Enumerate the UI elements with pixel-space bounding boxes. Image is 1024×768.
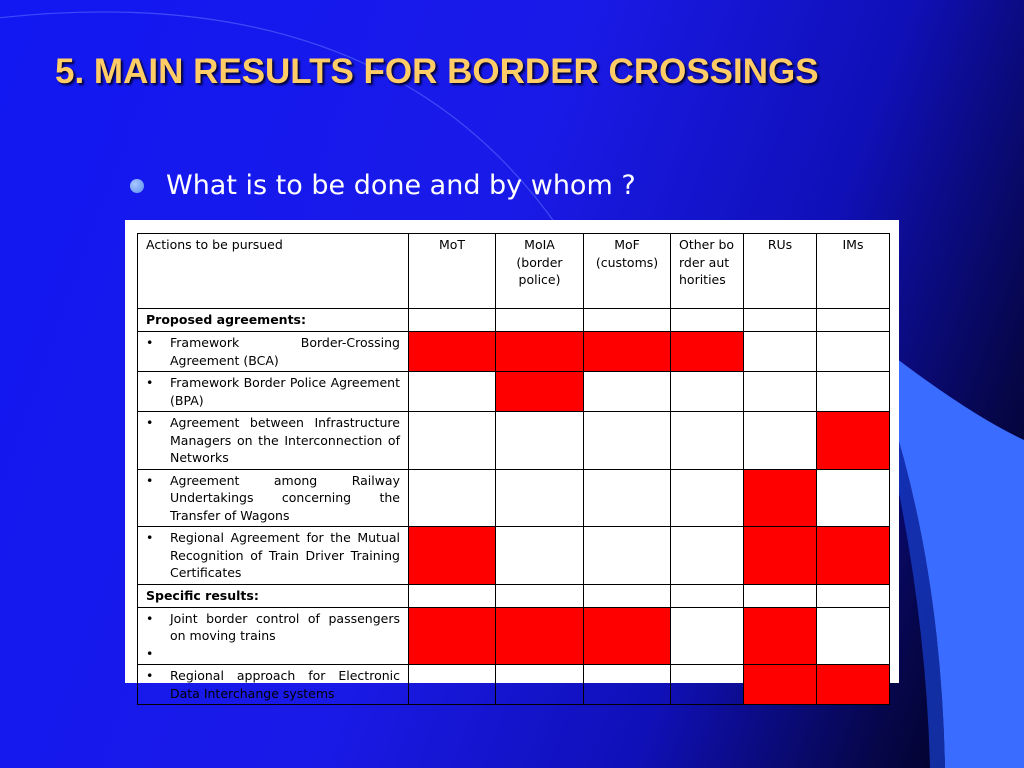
action-cell <box>138 527 409 585</box>
bullet-icon <box>130 179 144 193</box>
list-bullets <box>146 472 170 525</box>
empty-cell <box>671 584 744 607</box>
table-row <box>138 469 890 527</box>
empty-cell <box>409 584 496 607</box>
action-text: Regional Agreement for the Mutual Recognition of Train Driver Training Certificates <box>170 530 400 580</box>
bullet-text: What is to be done and by whom ? <box>166 170 636 201</box>
column-header: MoIA (border police) <box>496 234 584 309</box>
empty-cell <box>496 469 584 527</box>
table-row <box>138 527 890 585</box>
responsibility-mark <box>496 372 584 412</box>
bullet-glyph: • <box>146 472 154 488</box>
action-cell <box>138 607 409 665</box>
column-header: Other border authorities <box>671 234 744 309</box>
bullet-glyph: • <box>146 415 154 430</box>
column-header: MoF (customs) <box>584 234 671 309</box>
results-table-panel <box>125 220 899 701</box>
responsibility-mark <box>409 527 496 585</box>
responsibility-mark <box>584 332 671 372</box>
empty-cell <box>671 309 744 332</box>
empty-cell <box>744 309 817 332</box>
responsibility-mark <box>744 665 817 705</box>
action-text: Framework Border-Crossing Agreement (BCA) <box>170 335 400 368</box>
list-bullets <box>146 334 170 369</box>
responsibility-mark <box>496 607 584 665</box>
responsibility-mark <box>817 412 890 470</box>
list-bullets <box>146 374 170 409</box>
column-header: RUs <box>744 234 817 309</box>
bullet-glyph: • <box>146 645 154 661</box>
empty-cell <box>584 584 671 607</box>
empty-cell <box>671 412 744 470</box>
empty-cell <box>409 665 496 705</box>
table-row <box>138 665 890 705</box>
section-row <box>138 584 890 607</box>
responsibility-mark <box>817 665 890 705</box>
action-text: Agreement among Railway Undertakings concerning the Transfer of Wagons <box>170 472 400 523</box>
empty-cell <box>584 309 671 332</box>
empty-cell <box>817 607 890 665</box>
empty-cell <box>744 412 817 470</box>
table-row <box>138 607 890 665</box>
section-row <box>138 309 890 332</box>
responsibility-mark <box>409 332 496 372</box>
empty-cell <box>744 332 817 372</box>
action-cell <box>138 469 409 527</box>
empty-cell <box>496 309 584 332</box>
list-bullets <box>146 667 170 702</box>
empty-cell <box>817 309 890 332</box>
responsibility-mark <box>671 332 744 372</box>
empty-cell <box>584 469 671 527</box>
bullet-glyph: • <box>146 610 154 626</box>
action-cell <box>138 372 409 412</box>
column-header: IMs <box>817 234 890 309</box>
section-label: Proposed agreements: <box>138 309 409 332</box>
bullet-item <box>130 170 636 201</box>
bullet-glyph: • <box>146 335 154 350</box>
responsibility-mark <box>584 607 671 665</box>
responsibility-mark <box>744 527 817 585</box>
empty-cell <box>817 372 890 412</box>
empty-cell <box>584 372 671 412</box>
results-table <box>137 233 890 705</box>
column-header: Actions to be pursued <box>138 234 409 309</box>
empty-cell <box>409 469 496 527</box>
empty-cell <box>584 527 671 585</box>
table-row <box>138 332 890 372</box>
empty-cell <box>817 332 890 372</box>
action-text: Agreement between Infrastructure Managers on the Interconnection of Networks <box>170 415 400 465</box>
bullet-glyph: • <box>146 530 154 545</box>
empty-cell <box>409 412 496 470</box>
empty-cell <box>584 412 671 470</box>
empty-cell <box>671 372 744 412</box>
header-row <box>138 234 890 309</box>
action-cell <box>138 412 409 470</box>
responsibility-mark <box>744 607 817 665</box>
empty-cell <box>744 584 817 607</box>
empty-cell <box>817 584 890 607</box>
empty-cell <box>409 309 496 332</box>
column-header: MoT <box>409 234 496 309</box>
list-bullets <box>146 529 170 582</box>
empty-cell <box>584 665 671 705</box>
empty-cell <box>496 665 584 705</box>
empty-cell <box>496 412 584 470</box>
slide-title: 5. MAIN RESULTS FOR BORDER CROSSINGS <box>55 52 819 91</box>
list-bullets <box>146 414 170 467</box>
responsibility-mark <box>496 332 584 372</box>
action-cell <box>138 332 409 372</box>
section-label: Specific results: <box>138 584 409 607</box>
action-text: Regional approach for Electronic Data Interchange systems <box>170 668 400 701</box>
empty-cell <box>671 665 744 705</box>
empty-cell <box>671 527 744 585</box>
action-text: Framework Border Police Agreement (BPA) <box>170 375 400 408</box>
responsibility-mark <box>409 607 496 665</box>
empty-cell <box>744 372 817 412</box>
empty-cell <box>496 527 584 585</box>
empty-cell <box>409 372 496 412</box>
action-text: Joint border control of passengers on moving trains <box>170 610 400 643</box>
action-cell <box>138 665 409 705</box>
empty-cell <box>671 469 744 527</box>
bullet-glyph: • <box>146 668 154 683</box>
empty-cell <box>817 469 890 527</box>
list-bullets <box>146 610 170 663</box>
responsibility-mark <box>744 469 817 527</box>
table-row <box>138 372 890 412</box>
empty-cell <box>496 584 584 607</box>
table-row <box>138 412 890 470</box>
responsibility-mark <box>817 527 890 585</box>
empty-cell <box>671 607 744 665</box>
bullet-glyph: • <box>146 375 154 390</box>
